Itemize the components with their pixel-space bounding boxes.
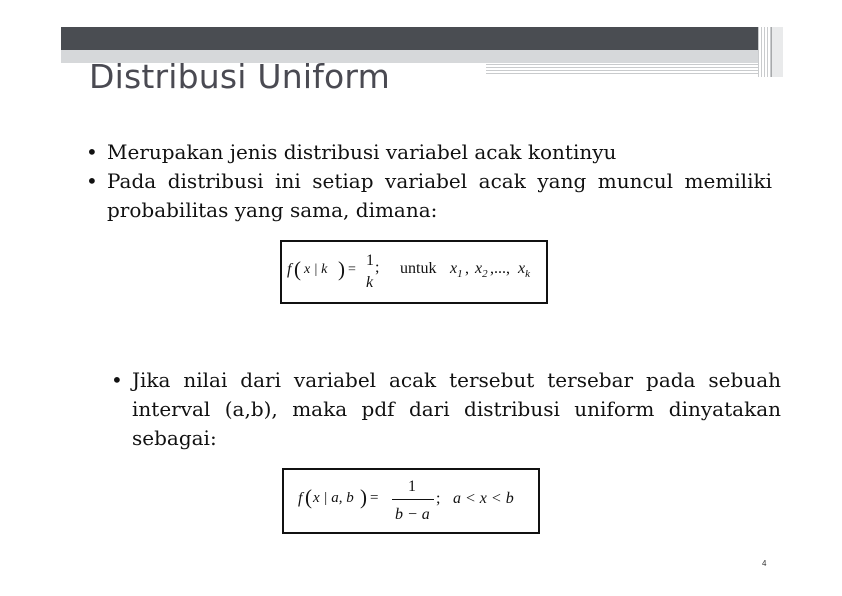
formula-xk: $x_k$: [518, 260, 530, 280]
formula-argument: x | k: [304, 262, 328, 277]
formula-separator: ;: [375, 259, 380, 276]
slide-title: Distribusi Uniform: [89, 57, 390, 96]
formula-separator: ;: [436, 490, 441, 507]
formula-equals: =: [370, 490, 379, 506]
formula-numerator: 1: [366, 252, 374, 269]
formula-x1: $x_1$: [450, 260, 463, 280]
formula-denominator: b − a: [395, 506, 430, 523]
sub-bullet-list: [111, 366, 781, 453]
formula-argument: x | a, b: [313, 490, 354, 506]
formula-function: f: [298, 490, 303, 507]
bullet-text: Pada distribusi ini setiap variabel acak yang muncul memiliki probabilitas yang sama, dimana:: [107, 169, 772, 222]
formula-paren-close: ): [338, 257, 345, 281]
formula-ellipsis: ,...,: [490, 260, 510, 277]
title-underline-stripes: [486, 64, 758, 75]
formula-box-discrete: [280, 240, 548, 304]
header-bar: [61, 27, 771, 50]
formula-condition: a < x < b: [453, 490, 514, 507]
bullet-marker: •: [111, 368, 123, 392]
bullet-item: [86, 167, 772, 225]
formula-denominator: k: [366, 274, 374, 291]
sub-bullet-text: Jika nilai dari variabel acak tersebut tersebar pada sebuah interval (a,b), maka pdf dari distribusi uniform dinyatakan sebagai:: [132, 368, 781, 450]
bullet-marker: •: [86, 169, 98, 193]
formula-paren-open: (: [294, 257, 301, 281]
formula-paren-open: (: [305, 485, 312, 509]
sub-bullet-item: [111, 366, 781, 453]
bullet-item: [86, 138, 786, 167]
formula-equals: =: [348, 262, 356, 277]
formula-comma: ,: [465, 260, 469, 277]
formula-function: f: [287, 261, 292, 278]
formula-box-continuous: [282, 468, 540, 534]
header-corner-block: [771, 27, 783, 77]
bullet-marker: •: [86, 140, 98, 164]
bullet-text: Merupakan jenis distribusi variabel acak kontinyu: [107, 140, 617, 164]
formula-x2: $x_2$: [475, 260, 488, 280]
page-number: 4: [762, 559, 767, 568]
fraction-bar: [392, 499, 434, 500]
formula-condition-word: untuk: [400, 260, 437, 277]
bullet-list: [86, 138, 786, 225]
formula-paren-close: ): [360, 485, 367, 509]
formula-numerator: 1: [408, 478, 416, 495]
